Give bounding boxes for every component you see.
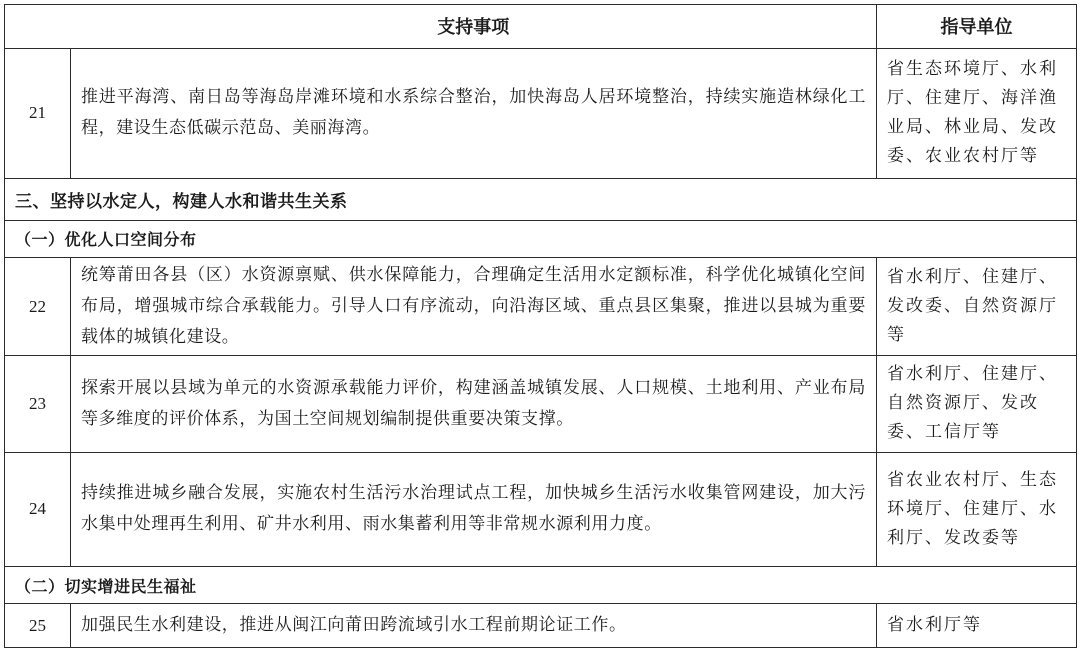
subsection-row bbox=[5, 566, 1077, 603]
table-row bbox=[5, 604, 1077, 648]
section-heading: 三、坚持以水定人，构建人水和谐共生关系 bbox=[5, 179, 1077, 221]
guiding-unit-text: 省生态环境厅、水利厅、住建厅、海洋渔业局、林业局、发改委、农业农村厅等 bbox=[877, 48, 1077, 179]
header-support-items: 支持事项 bbox=[71, 5, 877, 49]
support-item-text: 持续推进城乡融合发展，实施农村生活污水治理试点工程，加快城乡生活污水收集管网建设，加大污水集中处理再生利用、矿井水利用、雨水集蓄利用等非常规水源利用力度。 bbox=[71, 452, 877, 566]
guiding-unit-text: 省水利厅等 bbox=[877, 604, 1077, 648]
table-row bbox=[5, 48, 1077, 179]
table-row bbox=[5, 356, 1077, 452]
guiding-unit-text: 省水利厅、住建厅、发改委、自然资源厅等 bbox=[877, 258, 1077, 356]
guiding-unit-text: 省农业农村厅、生态环境厅、住建厅、水利厅、发改委等 bbox=[877, 452, 1077, 566]
support-item-text: 推进平海湾、南日岛等海岛岸滩环境和水系综合整治，加快海岛人居环境整治，持续实施造林绿化工程，建设生态低碳示范岛、美丽海湾。 bbox=[71, 48, 877, 179]
row-number: 22 bbox=[5, 258, 71, 356]
section-row bbox=[5, 179, 1077, 221]
row-number: 25 bbox=[5, 604, 71, 648]
measures-table bbox=[4, 4, 1077, 648]
table-header-row bbox=[5, 5, 1077, 49]
row-number: 23 bbox=[5, 356, 71, 452]
subsection-row bbox=[5, 220, 1077, 257]
header-number-cell bbox=[5, 5, 71, 49]
row-number: 24 bbox=[5, 452, 71, 566]
support-item-text: 探索开展以县域为单元的水资源承载能力评价，构建涵盖城镇发展、人口规模、土地利用、产业布局等多维度的评价体系，为国土空间规划编制提供重要决策支撑。 bbox=[71, 356, 877, 452]
support-item-text: 加强民生水利建设，推进从闽江向莆田跨流域引水工程前期论证工作。 bbox=[71, 604, 877, 648]
table-row bbox=[5, 452, 1077, 566]
row-number: 21 bbox=[5, 48, 71, 179]
subsection-heading: （一）优化人口空间分布 bbox=[5, 220, 1077, 257]
support-item-text: 统筹莆田各县（区）水资源禀赋、供水保障能力，合理确定生活用水定额标准，科学优化城镇化空间布局，增强城市综合承载能力。引导人口有序流动，向沿海区域、重点县区集聚，推进以县城为重要载体的城镇化建设。 bbox=[71, 258, 877, 356]
header-guiding-unit: 指导单位 bbox=[877, 5, 1077, 49]
subsection-heading: （二）切实增进民生福祉 bbox=[5, 566, 1077, 603]
table-row bbox=[5, 258, 1077, 356]
guiding-unit-text: 省水利厅、住建厅、自然资源厅、发改委、工信厅等 bbox=[877, 356, 1077, 452]
